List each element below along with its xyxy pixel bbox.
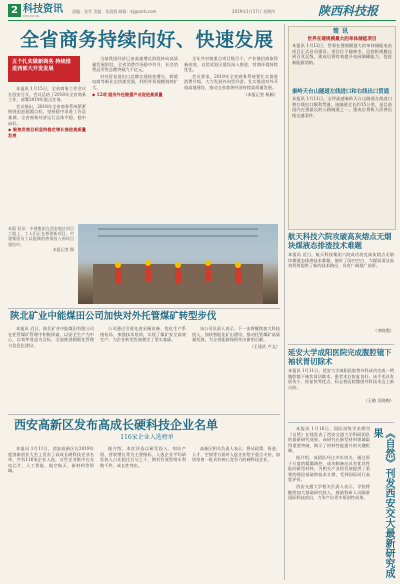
- mid-article-col-1: [8, 326, 94, 410]
- aerospace-headline: 航天科技六院攻破高灰熔点无烟块煤液态排渣技术难题: [288, 232, 392, 250]
- lead-column-3: [184, 56, 278, 224]
- bottom-article-col-3: [192, 446, 280, 576]
- paragraph: 全年共对接重点项目数百个，产业链招商取得新成效，自贸试验区建设深入推进，营商环境持续优化。: [184, 56, 278, 73]
- hospital-text: 本报讯 1月11日，延安大学咸阳医院普外科成功完成一例腹腔镜下袖状胃切除术，患者术后恢复良好。该手术具有创伤小、恢复快等优点，标志着医院微创外科技术迈上新台阶。: [288, 368, 394, 390]
- header-divider: [8, 20, 396, 21]
- lead-article: [8, 56, 278, 224]
- mid-headline: 陕北矿业中能煤田公司加快对外托管煤矿转型步伐: [10, 311, 217, 322]
- brief-heading: 秦岭天台山隧道左线进口和右线出口贯通: [292, 89, 390, 95]
- brief-heading: 世界在建规模最大的单体储能项目: [307, 37, 377, 42]
- photo-credit: 本报记者 摄: [52, 246, 74, 252]
- paragraph: 会议要求，2019年全省商务系统要扎实推进消费升级，大力发展外向型经济，扎实推进对外开放高地建设，推动全省商务经济持续高质量发展。: [184, 73, 278, 90]
- news-briefs-box: [288, 26, 396, 230]
- caption-text: 本版 短讯：中建集团在西安地区项目工地上，工人们正在搭建新项目。中建集团员工以饱满的热情投入到项目建设中。: [8, 226, 74, 247]
- mid-article-col-2: [100, 326, 186, 410]
- paragraph: 西安交通大学相关负责人表示，学校将继续加大基础研究投入，鼓励科研人员瞄准国际科技前沿，力争产出更多原创性成果。: [288, 483, 370, 501]
- paragraph: 本报讯 近日，陕北矿业中能煤田有限公司在托管煤矿管理中积极探索，以安全生产为中心，以效率效益为目标，全面推进精细化管理与信息化建设。: [8, 326, 94, 348]
- brief-text: 本报讯 1月12日，世界在建规模最大的单体储能电站项目正式启动建设。项目位于榆林市，总装机规模达到百兆瓦级，建成后将有效提升电网调峰能力，促进新能源消纳。: [292, 43, 392, 65]
- paragraph: 会议指出，2018年全省商务系统紧紧围绕追赶超越目标，坚持稳中求进工作总基调，全省商务经济运行总体平稳、稳中向好。: [8, 103, 86, 126]
- lead-box-title: 五个扎实做新商务 持续推进西部大开发发展: [12, 59, 71, 72]
- aerospace-text: 本报讯 近日，航天科技集团六院成功攻克高灰熔点无烟块煤液态排渣技术难题，填补了国内空白，为煤炭清洁高效利用提供了新的技术路径，具有广阔推广前景。: [288, 252, 394, 269]
- paragraph: 高新区相关负责人表示，将从政策、资金、人才、空间等方面对入选企业给予重点支持，加快培育一批具有核心竞争力的硬科技企业。: [192, 446, 280, 463]
- nature-article-vertical-headline: 《自然》刊发西安交大最新研究成果: [371, 428, 394, 578]
- bottom-article-col-2: [100, 446, 186, 576]
- hospital-headline: 延安大学成阳医院完成腹腔镜下袖状胃切除术: [288, 348, 392, 366]
- section-title: 科技资讯: [23, 4, 63, 15]
- byline: （王建武 卢文）: [249, 343, 280, 349]
- divider: [288, 422, 394, 423]
- construction-scene-illustration: [78, 224, 278, 304]
- subheading: ◆ 12项 服务外包做强产业促进高质量: [92, 91, 163, 97]
- masthead-logo: 陕西科技报: [318, 4, 379, 18]
- aerospace-article: [288, 232, 394, 342]
- paragraph: 当前我国经济已由高速增长阶段转向高质量发展阶段，全省消费市场稳中有升，社会消费品零售总额突破九千亿元。: [92, 56, 178, 73]
- subheading: ◆ 聚焦发展目标坚持稳定增长推进高质量发展: [8, 127, 86, 138]
- byline: （王晓 吴晓梅）: [363, 398, 394, 403]
- lead-column-1: [8, 86, 86, 224]
- lead-column-2: [92, 56, 178, 224]
- brief-item: [289, 36, 395, 88]
- bottom-subheadline: 116家企业入选榜单: [120, 434, 174, 441]
- page-header: [0, 0, 400, 20]
- hospital-article: [288, 348, 394, 420]
- paragraph: 据介绍，本次评选以研发投入、知识产权、营收增长等为主要指标，入选企业平均研发投入占比超过百分之十，拥有有效发明专利数千件，成长性突出。: [100, 446, 186, 468]
- paragraph: 对外贸易进出口总额实现较快增长，跨境电商等新业态快速发展，利用外资规模持续扩大。: [92, 73, 178, 90]
- lead-title-box: [8, 56, 80, 82]
- news-photo: [78, 224, 278, 304]
- main-headline: 全省商务持续向好、快速发展: [20, 29, 274, 51]
- bottom-headline: 西安高新区发布高成长硬科技企业名单: [14, 418, 219, 432]
- paragraph: 据介绍，该团队经过多年攻关，通过原子尺度的精确调控，成功制备出具有优异性能的新型材料，为相关产业的发展提供了重要的理论基础和技术支撑，受到国际同行高度评价。: [288, 454, 370, 483]
- photo-caption: [8, 226, 74, 296]
- paragraph: 该公司负责人表示，下一步将继续加大科技投入，加快智能化矿山建设，推动托管煤矿高质量发展，为全省能源保供作出新的贡献。: [192, 326, 280, 343]
- bottom-article-col-1: [8, 446, 94, 576]
- paragraph: 本报讯 1月15日，全省商务工作会议在西安召开。会议总结了2018年全省商务工作，部署2019年重点任务。: [8, 86, 86, 103]
- sidebar-column-rule: [284, 24, 285, 580]
- page-number-badge: 2: [8, 4, 21, 17]
- divider: [8, 308, 280, 309]
- brief-item: [289, 88, 395, 217]
- nature-article-text: [288, 426, 370, 580]
- mid-article-col-3: [192, 326, 280, 410]
- paragraph: 公司通过引进先进采掘设备、优化生产系统布局、加强技术培训，实现了煤矿安全高效生产，为企业转型发展奠定了坚实基础。: [100, 326, 186, 343]
- paragraph: 本报讯 1月11日，西安高新区在2019年度创新创业大会上发布了高成长硬科技企业名单，共有116家企业入选。这些企业集中在光电芯片、人工智能、航空航天、新材料等领域。: [8, 446, 94, 474]
- paragraph: 本报讯 1月16日，国际顶级学术期刊《自然》在线发表了西安交通大学科研团队的最新研究成果。该研究在新型材料领域取得重要突破，揭示了材料性能提升的关键机制。: [288, 426, 370, 454]
- divider: [288, 344, 394, 345]
- issue-date: 2019年1月17日 星期四: [232, 9, 276, 14]
- editor-info: 责编：张雪 美编：张晨霞 邮箱：kj@sxrb.com: [72, 9, 157, 14]
- section-pinyin: KEJI ZIXUN: [23, 14, 40, 18]
- byline: （本报记者 杨颖）: [243, 91, 278, 97]
- divider: [8, 414, 280, 415]
- briefs-title: 简讯: [332, 28, 351, 35]
- byline: （李晓霞）: [373, 328, 394, 333]
- brief-text: 本报讯 1月11日，宝坪高速秦岭天台山隧道左线进口和右线出口顺利贯通。该隧道全长约15公里，是目前国内在建最长的公路隧道之一，建成后将极大改善沿线交通条件。: [292, 96, 392, 118]
